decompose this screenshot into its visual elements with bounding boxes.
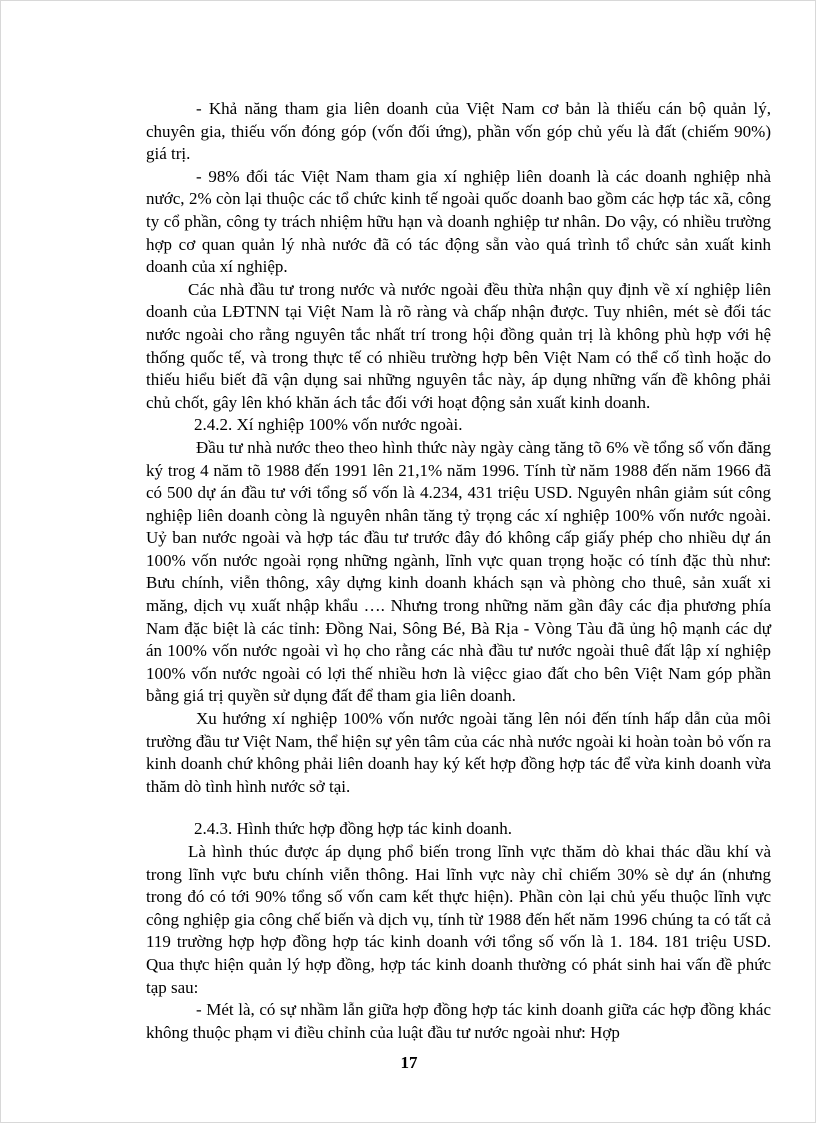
paragraph-partners: - 98% đối tác Việt Nam tham gia xí nghiệp liên doanh là các doanh nghiệp nhà nước, 2% còn lại thuộc các tổ chức kinh tế ngoài quốc doanh bao gồm các hợp tác xã, công ty cổ phần, công ty trách nhiệm hữu hạn và doanh nghiệp tư nhân. Do vậy, có nhiều trường hợp cơ quan quản lý nhà nước đã có tác động sẵn vào quá trình tổ chức sản xuất kinh doanh của xí nghiệp.	[146, 166, 771, 277]
paragraph-bcc: Là hình thúc được áp dụng phổ biến trong lĩnh vực thăm dò khai thác dầu khí và trong lĩnh vực bưu chính viễn thông. Hai lĩnh vực này chỉ chiếm 30% sè dự án (nhưng trong đó có tới 90% tổng số vốn cam kết thực hiện). Phần còn lại chủ yếu thuộc lĩnh vực công nghiệp gia công chế biến và dịch vụ, tính từ 1988 đến hết năm 1996 chúng ta có tất cả 119 trường hợp hợp đồng hợp tác kinh doanh với tổng số vốn là 1. 184. 181 triệu USD. Qua thực hiện quản lý hợp đồng, hợp tác kinh doanh thường có phát sinh hai vấn đề phức tạp sau:	[146, 842, 771, 997]
paragraph-trend: Xu hướng xí nghiệp 100% vốn nước ngoài tăng lên nói đến tính hấp dẫn của môi trường đầu tư Việt Nam, thể hiện sự yên tâm của các nhà nước ngoài ki hoàn toàn bỏ vốn ra kinh doanh chứ không phải liên doanh hay ký kết hợp đồng hợp tác để vừa kinh doanh vừa thăm dò tình hình nước sở tại.	[146, 709, 771, 796]
section-heading-2-4-2: 2.4.2. Xí nghiệp 100% vốn nước ngoài.	[194, 415, 463, 435]
section-heading-2-4-3: 2.4.3. Hình thức hợp đồng hợp tác kinh doanh.	[194, 819, 513, 839]
paragraph-first-issue: - Mét là, có sự nhầm lẫn giữa hợp đồng hợp tác kinh doanh giữa các hợp đồng khác không thuộc phạm vi điều chỉnh của luật đầu tư nước ngoài như: Hợp	[146, 1000, 771, 1042]
paragraph-capacity: - Khả năng tham gia liên doanh của Việt Nam cơ bản là thiếu cán bộ quản lý, chuyên gia, thiếu vốn đóng góp (vốn đối ứng), phần vốn góp chủ yếu là đất (chiếm 90%) giá trị.	[146, 99, 771, 164]
page-body	[146, 98, 771, 1044]
paragraph-foreign-owned: Đầu tư nhà nước theo theo hình thức này ngày càng tăng tõ 6% về tổng số vốn đăng ký trog 4 năm tõ 1988 đến 1991 lên 21,1% năm 1996. Tính từ năm 1988 đến năm 1966 đã có 500 dự án đầu tư với tổng số vốn là 4.234, 431 triệu USD. Nguyên nhân giảm sút công nghiệp liên doanh còng là nguyên nhân tăng tỷ trọng các xí nghiệp 100% vốn nước ngoài. Uỷ ban nước ngoài và hợp tác đầu tư trước đây đó không cấp giấy phép cho nhiều dự án 100% vốn nước ngoài rọng những ngành, lĩnh vực quan trọng hoặc có tính đặc thù như: Bưu chính, viễn thông, xây dựng kinh doanh khách sạn và phòng cho thuê, sản xuất xi măng, dịch vụ xuất nhập khẩu …. Nhưng trong những năm gần đây các địa phương phía Nam đặc biệt là các tỉnh: Đồng Nai, Sông Bé, Bà Rịa - Vòng Tàu đã ủng hộ mạnh các dự án 100% vốn nước ngoài vì họ cho rằng các nhà đầu tư nước ngoài thuê đất lập xí nghiệp 100% vốn nước ngoài có lợi thế nhiều hơn là việcc giao đất cho bên Việt Nam góp phần bằng giá trị quyền sử dụng đất để tham gia liên doanh.	[146, 437, 771, 706]
page-number: 17	[400, 1053, 418, 1072]
paragraph-regulations: Các nhà đầu tư trong nước và nước ngoài đều thừa nhận quy định về xí nghiệp liên doanh của LĐTNN tại Việt Nam là rõ ràng và chấp nhận được. Tuy nhiên, mét sè đối tác nước ngoài cho rằng nguyên tắc nhất trí trong hội đồng quản trị là không phù hợp với hệ thống quốc tế, và trong thực tế có nhiều trường hợp bên Việt Nam có thể cố tình hoặc do thiếu hiểu biết đã vận dụng sai những nguyên tắc này, áp dụng những vấn đề không phải chủ chốt, gây lên khó khăn ách tắc đối với hoạt động sản xuất kinh doanh.	[146, 279, 771, 412]
